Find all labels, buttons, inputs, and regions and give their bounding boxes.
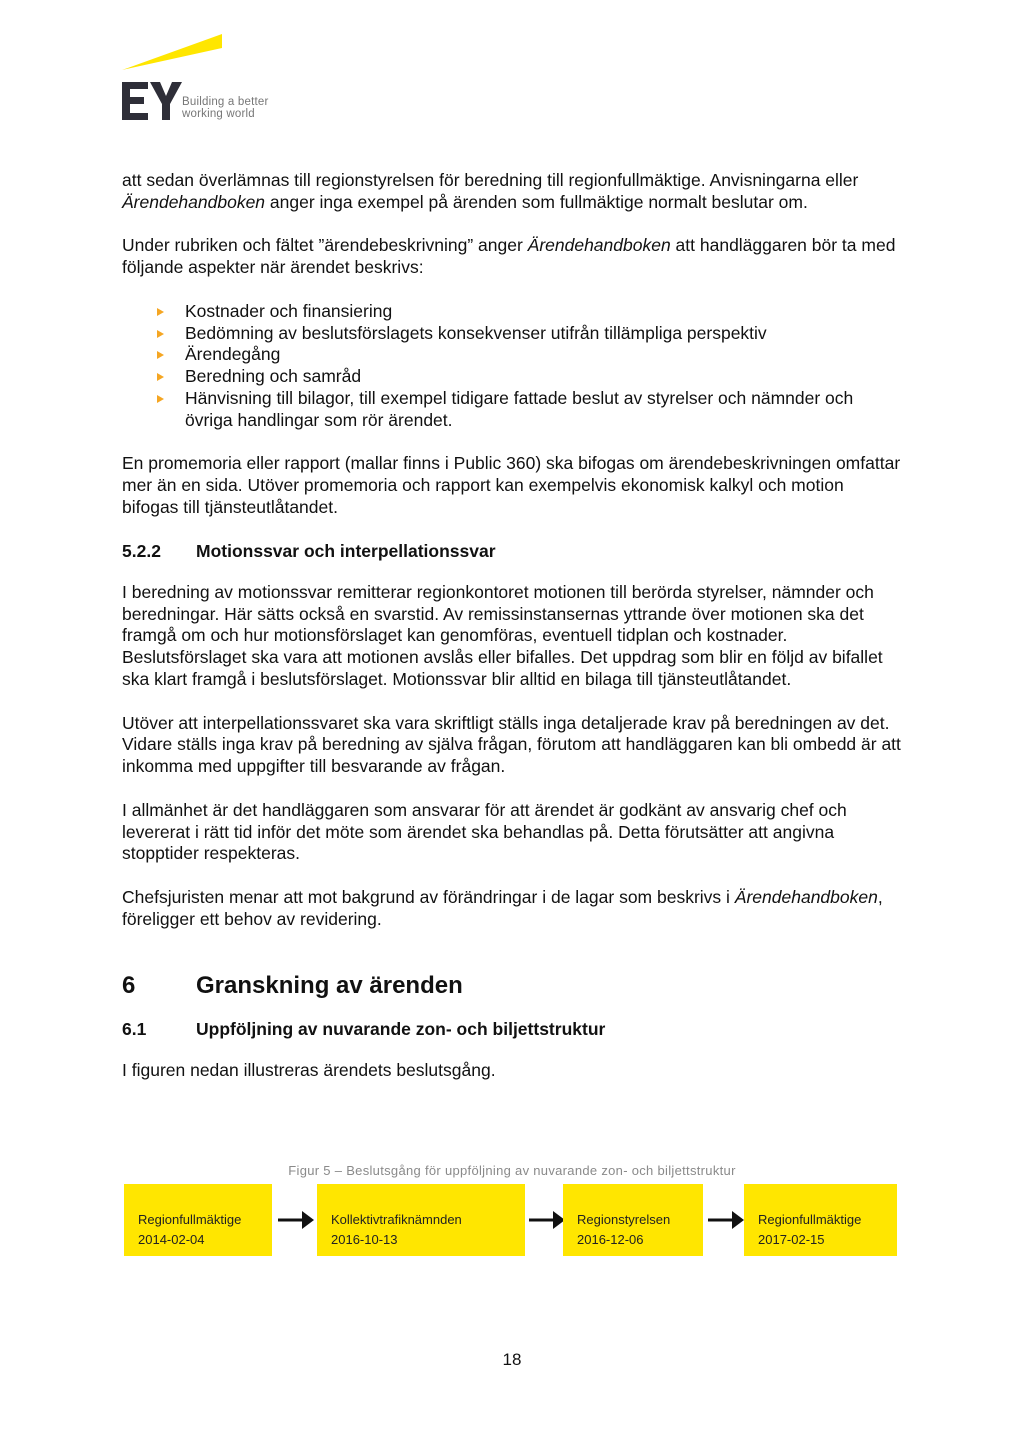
bullet-arrow-icon [157,330,164,338]
step-name: Regionfullmäktige [758,1212,862,1227]
heading-5-2-2 [122,540,902,562]
heading-number: 6 [122,971,136,999]
heading-number: 5.2.2 [122,540,161,561]
bullet-arrow-icon [157,373,164,381]
paragraph-7: Chefsjuristen menar att mot bakgrund av förändringar i de lagar som beskrivs i Ärendehandboken, föreligger ett behov av revidering. [122,886,883,929]
step-name: Regionstyrelsen [577,1212,671,1227]
flow-step-4 [744,1184,897,1256]
paragraph-6: I allmänhet är det handläggaren som ansvarar för att ärendet är godkänt av ansvarig chef och levererat i rätt tid inför det möte som ärendet ska behandlas på. Detta förutsätter att angivna stopptider respekteras. [122,799,847,864]
paragraph-2: Under rubriken och fältet ”ärendebeskrivning” anger Ärendehandboken att handläggaren bör ta med följande aspekter när ärendet beskrivs: [122,235,896,278]
step-name: Kollektivtrafiknämnden [331,1212,462,1227]
paragraph-5: Utöver att interpellationssvaret ska vara skriftligt ställs inga detaljerade krav på beredningen av det. Vidare ställs inga krav på beredning av själva frågan, förutom att handläggaren kan bli ombedd är att inkomma med uppgifter till besvarande av frågan. [122,712,901,777]
step-date: 2016-12-06 [577,1232,644,1247]
paragraph-3: En promemoria eller rapport (mallar finns i Public 360) ska bifogas om ärendebeskrivningen omfattar mer än en sida. Utöver promemoria och rapport kan exempelvis ekonomisk kalkyl och motion bifogas till tjänsteutlåtandet. [122,453,901,517]
step-date: 2014-02-04 [138,1232,205,1247]
step-name: Regionfullmäktige [138,1212,242,1227]
arrow-right-icon [706,1206,746,1234]
ey-logo [118,30,318,130]
list-item: Kostnader och finansiering [122,301,902,323]
paragraph-4: I beredning av motionssvar remitterar regionkontoret motionen till berörda styrelser, nämnder och beredningar. Här sätts också en svarstid. Av remissinstansernas yttrande över motionen ska det framgå om och hur motionsförslaget kan genomföras, eventuell tidplan och kostnader. Beslutsförslaget ska vara att motionen avslås eller bifalles. Det uppdrag som blir en följd av bifallet ska klart framgå i beslutsförslaget. Motionssvar blir alltid en bilaga till tjänsteutlåtandet. [122,581,883,689]
page-number: 18 [502,1350,522,1369]
heading-title: Uppföljning av nuvarande zon- och biljettstruktur [196,1018,606,1039]
flow-step-1 [124,1184,272,1256]
flow-step-2 [317,1184,525,1256]
heading-6 [122,971,902,1001]
document-body [122,170,902,1081]
bullet-arrow-icon [157,351,164,359]
bullet-arrow-icon [157,308,164,316]
tagline-line2: working world [182,108,255,120]
arrow-right-icon [276,1206,316,1234]
tagline-line1: Building a better [182,96,269,108]
bullet-arrow-icon [157,395,164,403]
step-date: 2016-10-13 [331,1232,398,1247]
figure-caption: Figur 5 – Beslutsgång för uppföljning av nuvarande zon- och biljettstruktur [288,1163,736,1178]
ey-tagline [182,96,269,120]
paragraph-8: I figuren nedan illustreras ärendets beslutsgång. [122,1059,496,1080]
heading-6-1 [122,1018,902,1040]
list-item: Hänvisning till bilagor, till exempel tidigare fattade beslut av styrelser och nämnder och övriga handlingar som rör ärendet. [122,388,902,432]
flow-step-3 [563,1184,703,1256]
heading-title: Granskning av ärenden [196,971,463,999]
aspect-list [122,301,902,432]
list-item: Bedömning av beslutsförslagets konsekvenser utifrån tillämpliga perspektiv [122,323,902,345]
heading-title: Motionssvar och interpellationssvar [196,540,496,561]
step-date: 2017-02-15 [758,1232,825,1247]
paragraph-1: att sedan överlämnas till regionstyrelsen för beredning till regionfullmäktige. Anvisningarna eller Ärendehandboken anger inga exempel på ärenden som fullmäktige normalt beslutar om. [122,170,859,212]
arrow-right-icon [527,1206,567,1234]
list-item: Beredning och samråd [122,366,902,388]
decision-flow-diagram [124,1184,904,1256]
heading-number: 6.1 [122,1018,147,1039]
list-item: Ärendegång [122,344,902,366]
